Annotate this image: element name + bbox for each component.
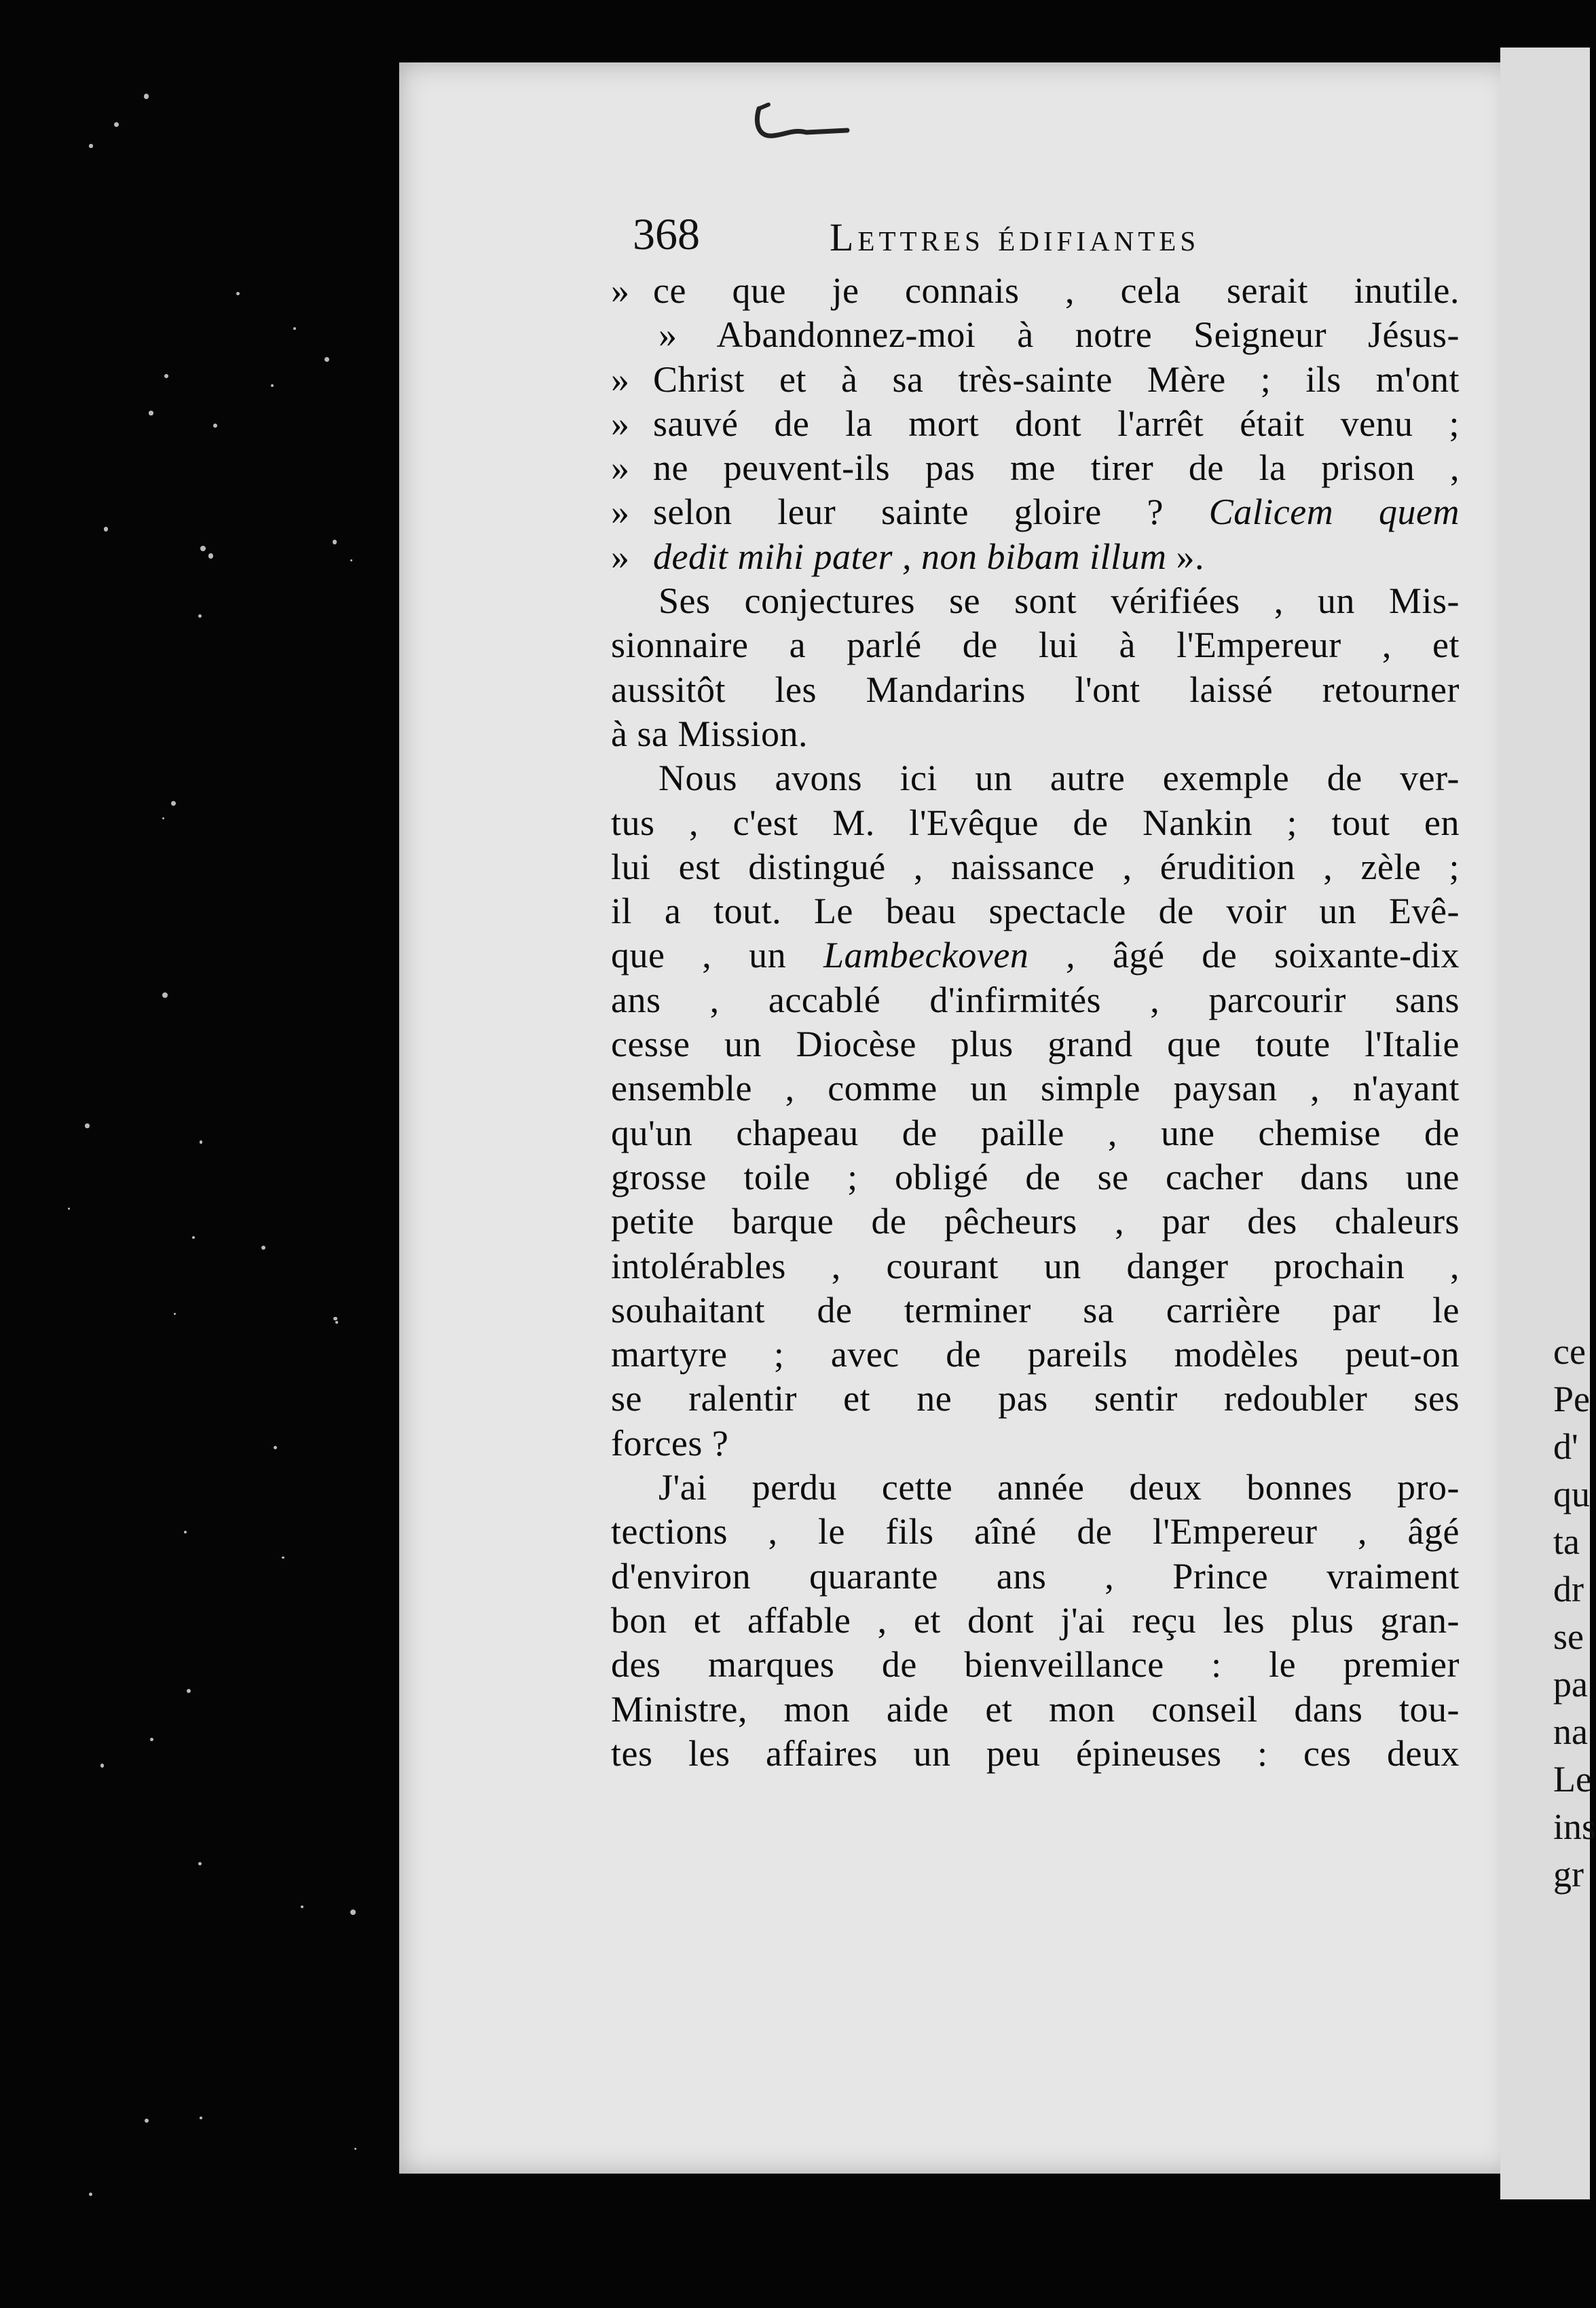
line-text: sauvé de la mort dont l'arrêt était venu ; — [653, 403, 1460, 444]
italic-text: Calicem quem — [1208, 491, 1460, 533]
dust-speck — [282, 1557, 284, 1559]
dust-speck — [354, 2148, 356, 2150]
line-text-after: âgé de soixante-dix — [1075, 935, 1460, 976]
line-text: Nous avons ici un autre exemple de ver- — [658, 758, 1460, 799]
text-line — [611, 1377, 1460, 1421]
text-line — [611, 1288, 1460, 1333]
text-line — [611, 1599, 1460, 1643]
facing-page-fragment: dr — [1553, 1569, 1584, 1609]
dust-speck — [171, 801, 176, 806]
dust-speck — [200, 1140, 202, 1143]
line-text: grosse toile ; obligé de se cacher dans une — [611, 1156, 1460, 1197]
body-text — [611, 269, 1460, 1776]
dust-speck — [114, 122, 119, 127]
dust-speck — [236, 292, 240, 295]
text-line — [611, 756, 1460, 800]
binding-edge — [61, 41, 387, 2281]
text-line — [611, 358, 1460, 402]
text-line — [611, 845, 1460, 889]
facing-page-fragment: ta — [1553, 1521, 1580, 1562]
dust-speck — [261, 1246, 266, 1250]
dust-speck — [271, 384, 274, 387]
dust-speck — [85, 1123, 89, 1128]
facing-page-fragment: ins — [1553, 1806, 1596, 1847]
facing-page-fragment: na — [1553, 1711, 1588, 1752]
line-text: ce que je connais , cela serait inutile. — [653, 270, 1460, 311]
facing-page-fragment: Pe — [1553, 1379, 1590, 1419]
text-line — [611, 1155, 1460, 1199]
text-line — [611, 1510, 1460, 1554]
text-line — [611, 313, 1460, 357]
text-line — [611, 1066, 1460, 1111]
dust-speck — [164, 374, 168, 378]
dust-speck — [192, 1236, 195, 1239]
dust-speck — [350, 559, 352, 561]
text-line — [611, 1111, 1460, 1155]
line-text: il a tout. Le beau spectacle de voir un Evê- — [611, 891, 1460, 932]
text-line — [611, 1466, 1460, 1510]
text-line — [611, 623, 1460, 667]
text-line — [611, 1333, 1460, 1377]
line-text: tes les affaires un peu épineuses : ces deux — [611, 1732, 1460, 1774]
text-line — [611, 1732, 1460, 1776]
line-text: à sa Mission. — [611, 713, 808, 754]
line-text: intolérables , courant un danger prochain , — [611, 1245, 1460, 1286]
line-text: petite barque de pêcheurs , par des chaleurs — [611, 1201, 1460, 1242]
quote-mark: » — [611, 447, 630, 489]
facing-page-fragment: d' — [1553, 1426, 1578, 1467]
dust-speck — [333, 1317, 337, 1320]
dust-speck — [301, 1905, 303, 1908]
line-text: sionnaire a parlé de lui à l'Empereur , et — [611, 625, 1460, 666]
line-text-after: ». — [1166, 536, 1204, 577]
dust-speck — [144, 94, 149, 98]
line-text: lui est distingué , naissance , érudition , zèle ; — [611, 846, 1460, 887]
facing-page-fragment: pa — [1553, 1664, 1588, 1705]
dust-speck — [187, 1689, 191, 1693]
text-line — [611, 978, 1460, 1022]
line-text: que , un — [611, 935, 823, 976]
text-line — [611, 889, 1460, 933]
line-text: Christ et à sa très-sainte Mère ; ils m'ont — [653, 358, 1460, 400]
line-text: J'ai perdu cette année deux bonnes pro- — [658, 1467, 1460, 1508]
ink-mark — [752, 95, 854, 149]
text-line — [611, 801, 1460, 845]
dust-speck — [150, 1738, 153, 1741]
line-text: bon et affable , et dont j'ai reçu les plus gran- — [611, 1599, 1460, 1641]
dust-speck — [274, 1446, 277, 1449]
facing-page-fragment: qu — [1553, 1474, 1590, 1514]
facing-page-fragment: ce — [1553, 1331, 1586, 1372]
italic-text: Lambeckoven , — [823, 935, 1076, 976]
line-text: souhaitant de terminer sa carrière par le — [611, 1289, 1460, 1330]
text-line — [611, 1244, 1460, 1288]
text-line — [611, 446, 1460, 490]
quote-mark: » — [611, 536, 630, 577]
line-text: qu'un chapeau de paille , une chemise de — [611, 1112, 1460, 1153]
dust-speck — [162, 817, 164, 819]
line-text: forces ? — [611, 1422, 729, 1464]
quote-mark: » — [611, 403, 630, 444]
dust-speck — [200, 2117, 202, 2119]
dust-speck — [89, 2193, 92, 2196]
facing-page-fragment: gr — [1553, 1854, 1584, 1895]
dust-speck — [145, 2119, 149, 2123]
dust-speck — [213, 424, 217, 428]
text-line — [611, 269, 1460, 313]
line-text: se ralentir et ne pas sentir redoubler ses — [611, 1378, 1460, 1419]
dust-speck — [324, 357, 329, 362]
text-line — [611, 1421, 1460, 1466]
text-line — [611, 668, 1460, 712]
text-line — [611, 402, 1460, 446]
dust-speck — [68, 1208, 70, 1210]
line-text: tections , le fils aîné de l'Empereur , âgé — [611, 1511, 1460, 1552]
page-header — [633, 209, 1284, 270]
text-line — [611, 1643, 1460, 1687]
dust-speck — [89, 144, 92, 147]
line-text: » Abandonnez-moi à notre Seigneur Jésus- — [658, 314, 1460, 356]
text-line — [611, 1688, 1460, 1732]
dust-speck — [198, 614, 202, 618]
dust-speck — [208, 553, 213, 558]
quote-mark: » — [611, 491, 630, 533]
dust-speck — [293, 327, 296, 330]
line-text: ensemble , comme un simple paysan , n'ayant — [611, 1068, 1460, 1109]
line-text: tus , c'est M. l'Evêque de Nankin ; tout en — [611, 802, 1460, 843]
italic-text: dedit mihi pater , non bibam illum — [653, 536, 1167, 577]
dust-speck — [149, 411, 153, 415]
line-text: Ses conjectures se sont vérifiées , un Mis- — [658, 580, 1460, 622]
quote-mark: » — [611, 270, 630, 311]
dust-speck — [333, 540, 337, 544]
facing-page-fragment: Le — [1553, 1759, 1592, 1800]
text-line — [611, 579, 1460, 623]
line-text: aussitôt les Mandarins l'ont laissé retourner — [611, 669, 1460, 710]
text-line — [611, 490, 1460, 534]
dust-speck — [184, 1531, 187, 1533]
facing-page-edge — [1500, 48, 1596, 2199]
dust-speck — [162, 992, 168, 998]
line-text: cesse un Diocèse plus grand que toute l'Italie — [611, 1024, 1460, 1065]
line-text: des marques de bienveillance : le premier — [611, 1644, 1460, 1686]
dust-speck — [335, 1321, 337, 1323]
line-text: martyre ; avec de pareils modèles peut-on — [611, 1334, 1460, 1375]
line-text: Ministre, mon aide et mon conseil dans tou- — [611, 1688, 1460, 1730]
dust-speck — [100, 1764, 104, 1767]
dust-speck — [198, 1862, 202, 1865]
line-text: d'environ quarante ans , Prince vraiment — [611, 1555, 1460, 1597]
text-line — [611, 1199, 1460, 1244]
page-number: 368 — [633, 210, 700, 259]
text-line — [611, 712, 1460, 756]
text-line — [611, 1555, 1460, 1599]
dust-speck — [200, 546, 206, 551]
quote-mark: » — [611, 358, 630, 400]
dust-speck — [174, 1313, 176, 1315]
line-text: selon leur sainte gloire ? — [653, 491, 1209, 533]
facing-page-fragment: se — [1553, 1616, 1584, 1657]
running-title: Lettres édifiantes — [830, 215, 1200, 259]
line-text: ans , accablé d'infirmités , parcourir sans — [611, 979, 1460, 1020]
text-line — [611, 933, 1460, 978]
text-line — [611, 535, 1460, 579]
line-text: ne peuvent-ils pas me tirer de la prison , — [653, 447, 1460, 489]
dust-speck — [350, 1910, 356, 1915]
dust-speck — [104, 527, 108, 531]
text-line — [611, 1022, 1460, 1066]
